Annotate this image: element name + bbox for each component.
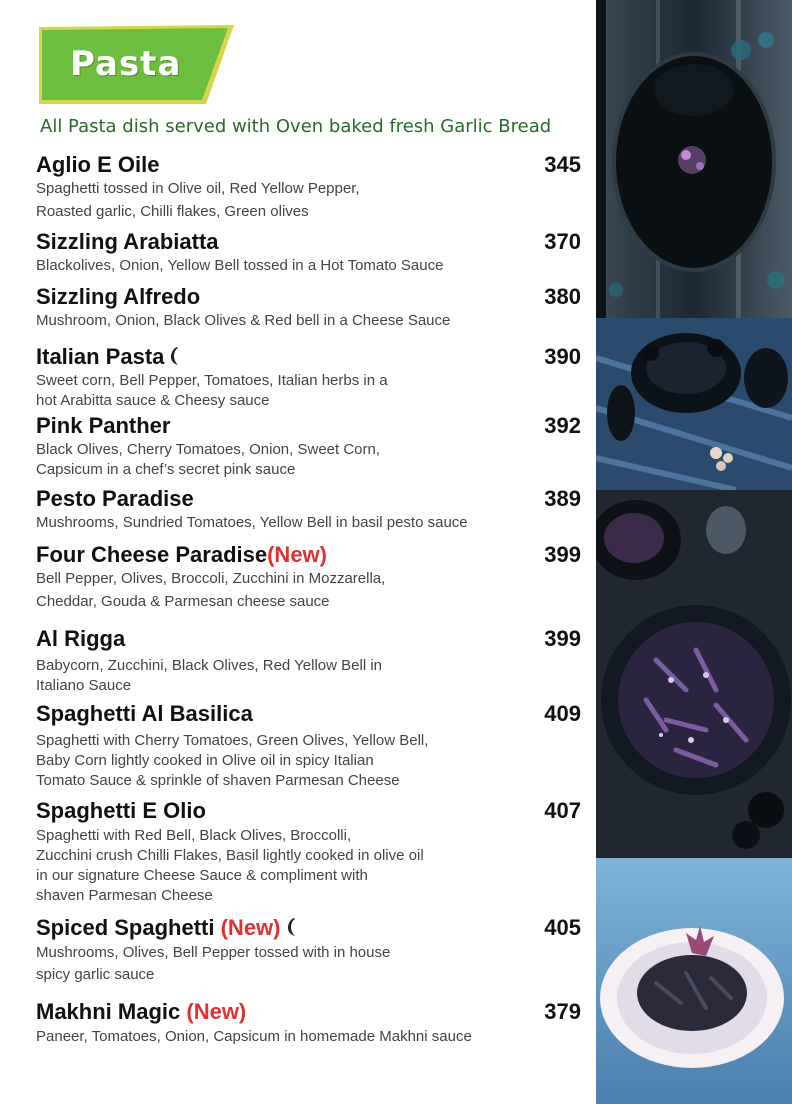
section-banner [36, 24, 236, 106]
item-price: 405 [544, 915, 581, 940]
item-description: Spaghetti with Cherry Tomatoes, Green Olives, Yellow Bell, Baby Corn lightly cooked in Olive oil in spicy Italian Tomato Sauce & sprinkle of shaven Parmesan Cheese [36, 732, 429, 789]
item-description: Spaghetti with Red Bell, Black Olives, Broccolli, Zucchini crush Chilli Flakes, Basil lightly cooked in olive oil in our signature Cheese Sauce & compliment with shaven Parmesan Cheese [36, 827, 424, 904]
item-price: 399 [544, 542, 581, 567]
menu-item [36, 152, 581, 222]
item-price: 379 [544, 999, 581, 1024]
item-price: 345 [544, 152, 581, 177]
item-price: 399 [544, 626, 581, 651]
dishes-on-blue-table-photo [596, 318, 792, 490]
item-name: Pesto Paradise [36, 486, 194, 511]
menu-item [36, 626, 581, 696]
item-name: Italian Pasta [36, 344, 581, 370]
menu-item [36, 798, 581, 906]
item-description: Mushroom, Onion, Black Olives & Red bell in a Cheese Sauce [36, 312, 451, 329]
item-price: 407 [544, 798, 581, 823]
menu-item [36, 999, 581, 1047]
item-name: Spaghetti E Olio [36, 798, 206, 823]
plated-pasta-photo [596, 858, 792, 1104]
dish-on-wooden-board-photo [596, 0, 792, 318]
new-badge: (New) [186, 999, 247, 1024]
item-description: Spaghetti tossed in Olive oil, Red Yellow Pepper, Roasted garlic, Chilli flakes, Green olives [36, 180, 360, 220]
item-price: 390 [544, 344, 581, 369]
item-price: 389 [544, 486, 581, 511]
menu-item [36, 229, 581, 276]
section-title: Pasta [70, 44, 182, 84]
photo-column [596, 0, 792, 1104]
item-name: Four Cheese Paradise(New) [36, 542, 327, 567]
item-description: Mushrooms, Sundried Tomatoes, Yellow Bell in basil pesto sauce [36, 514, 468, 531]
menu-item [36, 915, 581, 985]
new-badge: (New) [220, 915, 281, 940]
item-description: Black Olives, Cherry Tomatoes, Onion, Sweet Corn, Capsicum in a chef’s secret pink sauce [36, 441, 381, 478]
item-description: Bell Pepper, Olives, Broccoli, Zucchini in Mozzarella, Cheddar, Gouda & Parmesan cheese sauce [36, 570, 386, 610]
chili-icon [285, 917, 299, 937]
item-name: Spaghetti Al Basilica [36, 701, 253, 726]
menu-item [36, 344, 581, 411]
item-price: 392 [544, 413, 581, 438]
item-price: 380 [544, 284, 581, 309]
item-name: Sizzling Arabiatta [36, 229, 219, 254]
item-name: Sizzling Alfredo [36, 284, 201, 309]
pasta-bowl-photo [596, 490, 792, 858]
item-name: Pink Panther [36, 413, 171, 438]
section-subtitle: All Pasta dish served with Oven baked fresh Garlic Bread [40, 116, 552, 137]
item-name: Spiced Spaghetti (New) [36, 915, 581, 941]
menu-item [36, 486, 581, 533]
item-description: Mushrooms, Olives, Bell Pepper tossed with in house spicy garlic sauce [36, 944, 391, 983]
item-price: 370 [544, 229, 581, 254]
item-name: Al Rigga [36, 626, 126, 651]
menu-item [36, 284, 581, 331]
item-description: Babycorn, Zucchini, Black Olives, Red Yellow Bell in Italiano Sauce [36, 657, 382, 694]
new-badge: (New) [267, 542, 327, 567]
item-description: Sweet corn, Bell Pepper, Tomatoes, Italian herbs in a hot Arabitta sauce & Cheesy sauce [36, 372, 388, 409]
menu-item [36, 413, 581, 480]
item-price: 409 [544, 701, 581, 726]
menu-item [36, 701, 581, 791]
item-name: Aglio E Oile [36, 152, 160, 177]
item-name: Makhni Magic (New) [36, 999, 247, 1024]
item-description: Blackolives, Onion, Yellow Bell tossed in a Hot Tomato Sauce [36, 257, 444, 274]
menu-item [36, 542, 581, 612]
chili-icon [168, 346, 182, 366]
item-description: Paneer, Tomatoes, Onion, Capsicum in homemade Makhni sauce [36, 1028, 472, 1045]
